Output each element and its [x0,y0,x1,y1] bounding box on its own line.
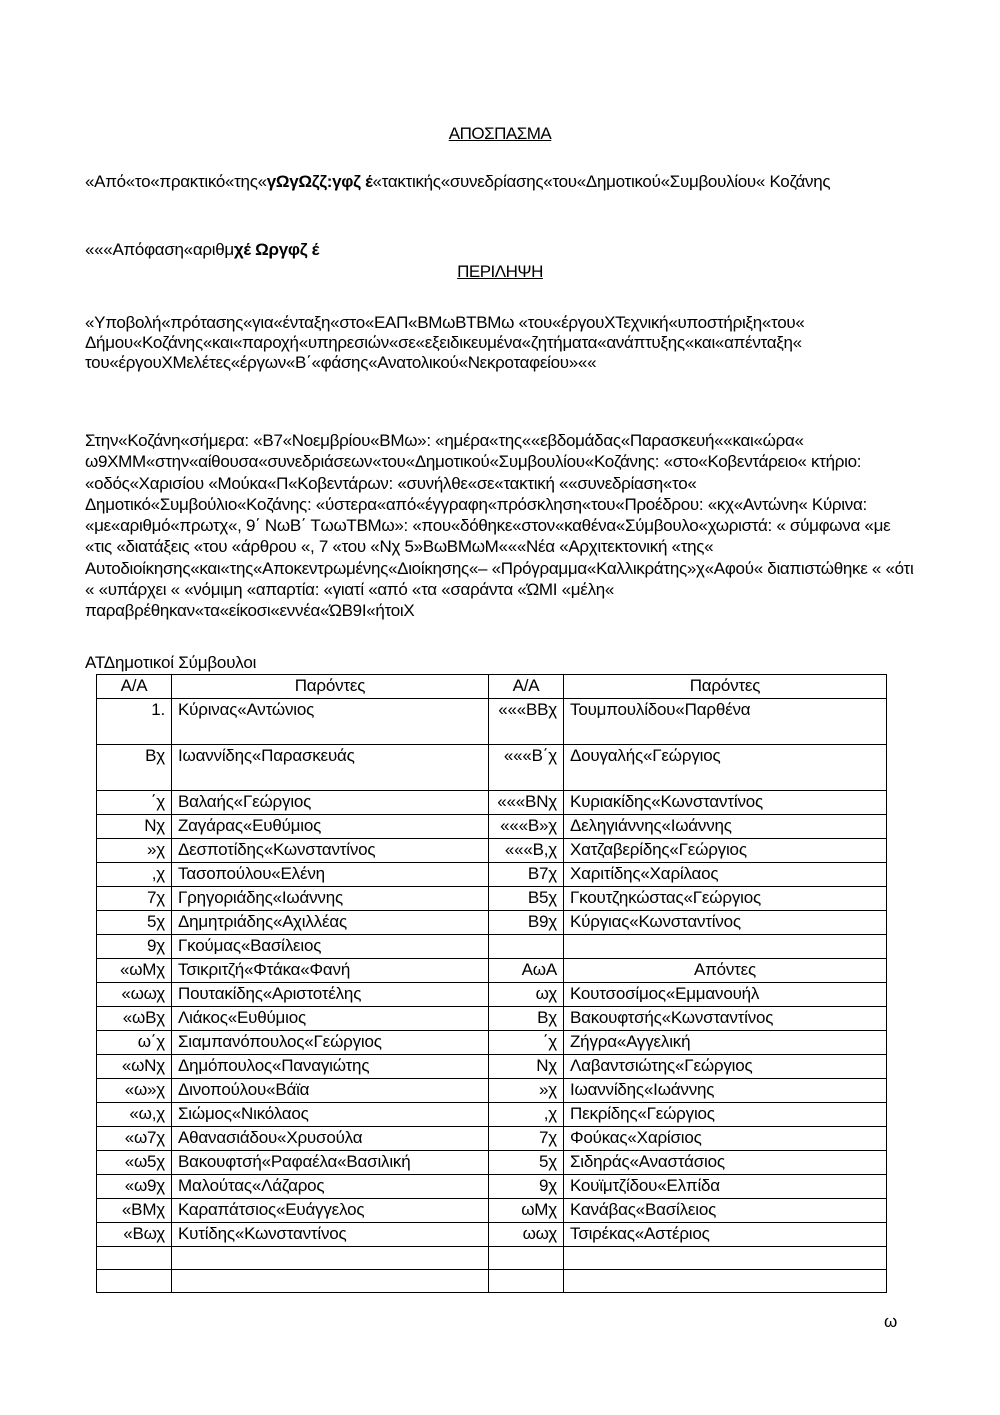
row-number-right: Νχ [489,1055,564,1079]
table-row [97,791,887,815]
name-right: Βακουφτσής«Κωνσταντίνος [564,1007,887,1031]
table-row [97,1007,887,1031]
name-right: Τσιρέκας«Αστέριος [564,1223,887,1247]
row-number-right: 9χ [489,1175,564,1199]
row-number-right: «««ΒΒχ [489,699,564,745]
row-number-left: «ω7χ [97,1127,172,1151]
session-number: γΩγΩζζ:γφζ έ [266,172,373,191]
row-number-right: ΄χ [489,1031,564,1055]
table-row [97,1055,887,1079]
decision-prefix: «««Απόφαση«αριθμ [85,240,234,259]
name-right: Ζήγρα«Αγγελική [564,1031,887,1055]
table-header-row [97,675,887,699]
name-right: Κουτσοσίμος«Εμμανουήλ [564,983,887,1007]
table-row [97,815,887,839]
row-number-right: Β9χ [489,911,564,935]
row-number-left: «ω»χ [97,1079,172,1103]
row-number-right: Βχ [489,1007,564,1031]
row-number-left: ω΄χ [97,1031,172,1055]
name-right: Φούκας«Χαρίσιος [564,1127,887,1151]
name-right: Χατζαβερίδης«Γεώργιος [564,839,887,863]
row-number-right: ωχ [489,983,564,1007]
present-name-left: Ιωαννίδης«Παρασκευάς [172,745,489,791]
decision-line [85,240,915,260]
present-name-left: Δινοπούλου«Βάϊα [172,1079,489,1103]
row-number-left: ,χ [97,863,172,887]
intro-paragraph [85,172,915,192]
table-row [97,887,887,911]
name-right: Απόντες [564,959,887,983]
row-number-right: «««Β,χ [489,839,564,863]
row-number-right [489,935,564,959]
table-row [97,1175,887,1199]
document-title: ΑΠΟΣΠΑΣΜΑ [448,124,552,143]
attendance-table [96,674,887,1293]
table-row [97,1127,887,1151]
row-number-right: 5χ [489,1151,564,1175]
name-right [564,1247,887,1270]
row-number-left: «ω5χ [97,1151,172,1175]
present-name-left: Λιάκος«Ευθύμιος [172,1007,489,1031]
present-name-left: Βαλαής«Γεώργιος [172,791,489,815]
row-number-right: ΑωΑ [489,959,564,983]
present-name-left: Δεσποτίδης«Κωνσταντίνος [172,839,489,863]
table-row [97,983,887,1007]
table-row [97,1199,887,1223]
name-right: Κουϊμτζίδου«Ελπίδα [564,1175,887,1199]
present-name-left: Πουτακίδης«Αριστοτέλης [172,983,489,1007]
name-right: Κύργιας«Κωνσταντίνος [564,911,887,935]
row-number-left: Βχ [97,745,172,791]
row-number-left: ΄χ [97,791,172,815]
row-number-left: 5χ [97,911,172,935]
present-name-left: Κυτίδης«Κωνσταντίνος [172,1223,489,1247]
row-number-left: Νχ [97,815,172,839]
name-right: Πεκρίδης«Γεώργιος [564,1103,887,1127]
row-number-left [97,1247,172,1270]
intro-prefix: «Από«το«πρακτικό«της« [85,172,267,191]
name-right: Κυριακίδης«Κωνσταντίνος [564,791,887,815]
present-name-left: Σιαμπανόπουλος«Γεώργιος [172,1031,489,1055]
section-title: ΠΕΡΙΛΗΨΗ [457,262,543,281]
table-row [97,1151,887,1175]
header-present: Παρόντες [172,675,489,699]
row-number-left: «ωΜχ [97,959,172,983]
name-right: Σιδηράς«Αναστάσιος [564,1151,887,1175]
name-right: Χαριτίδης«Χαρίλαος [564,863,887,887]
row-number-right [489,1270,564,1293]
row-number-left: 7χ [97,887,172,911]
name-right: Λαβαντσιώτης«Γεώργιος [564,1055,887,1079]
header-present-right: Παρόντες [564,675,887,699]
row-number-left: «ωΝχ [97,1055,172,1079]
present-name-left: Καραπάτσιος«Ευάγγελος [172,1199,489,1223]
table-row [97,959,887,983]
name-right: Δεληγιάννης«Ιωάννης [564,815,887,839]
present-name-left: Τσικριτζή«Φτάκα«Φανή [172,959,489,983]
table-row [97,699,887,745]
present-name-left: Δημητριάδης«Αχιλλέας [172,911,489,935]
row-number-left: »χ [97,839,172,863]
row-number-right: Β5χ [489,887,564,911]
name-right: Ιωαννίδης«Ιωάννης [564,1079,887,1103]
table-row [97,839,887,863]
row-number-right: «««ΒΝχ [489,791,564,815]
row-number-right [489,1247,564,1270]
body-paragraph: Στην«Κοζάνη«σήμερα: «Β7«Νοεμβρίου«ΒΜω»: «ημέρα«της««εβδομάδας«Παρασκευή««και«ώρα« ω9ΧΜΜ«στην«αίθουσα«συνεδριάσεων«του«Δημοτικού«Συμβουλίου«Κοζάνης: «στο«Κοβεντάρειο« κτήριο: «οδός«Χαρισίου «Μούκα«Π«Κοβεντάρων: «συνήλθε«σε«τακτική ««συνεδρίαση«το« Δημοτικό«Συμβούλιο«Κοζάνης: «ύστερα«από«έγγραφη«πρόσκληση«του«Προέδρου: «κχ«Αντώνη« Κύρινα: «με«αριθμό«πρωτχ«, 9΄ ΝωΒ΄ ΤωωΤΒΜω»: «που«δόθηκε«στον«καθένα«Σύμβουλο«χωριστά: « σύμφωνα «με «τις «διατάξεις «του «άρθρου «, 7 «του «Νχ 5»ΒωΒΜωΜ«««Νέα «Αρχιτεκτονική «της« Αυτοδιοίκησης«και«της«Αποκεντρωμένης«Διοίκησης«– «Πρόγραμμα«Καλλικράτης»χ«Αφού« διαπιστώθηκε « «ότι « «υπάρχει « «νόμιμη «απαρτία: «γιατί «από «τα «σαράντα «ΏΜΙ «μέλη« παραβρέθηκαν«τα«είκοσι«εννέα«ΏΒ9Ι«ήτοιΧ [85,431,914,621]
row-number-right: ωωχ [489,1223,564,1247]
row-number-left [97,1270,172,1293]
table-row [97,863,887,887]
present-name-left [172,1247,489,1270]
name-right [564,1270,887,1293]
table-row [97,1079,887,1103]
name-right: Γκουτζηκώστας«Γεώργιος [564,887,887,911]
present-name-left: Γρηγοριάδης«Ιωάννης [172,887,489,911]
row-number-right: ,χ [489,1103,564,1127]
row-number-left: 1. [97,699,172,745]
table-row [97,911,887,935]
name-right: Κανάβας«Βασίλειος [564,1199,887,1223]
row-number-left: «ωωχ [97,983,172,1007]
decision-number: χέ Ωργφζ έ [233,240,320,259]
name-right: Τουμπουλίδου«Παρθένα [564,699,887,745]
present-name-left: Μαλούτας«Λάζαρος [172,1175,489,1199]
row-number-right: «««Β΄χ [489,745,564,791]
present-name-left: Βακουφτσή«Ραφαέλα«Βασιλική [172,1151,489,1175]
table-row [97,745,887,791]
row-number-left: «Βωχ [97,1223,172,1247]
header-aa-right: Α/Α [489,675,564,699]
present-name-left: Σιώμος«Νικόλαος [172,1103,489,1127]
row-number-right: «««Β»χ [489,815,564,839]
row-number-left: «ΒΜχ [97,1199,172,1223]
table-row [97,935,887,959]
name-right: Δουγαλής«Γεώργιος [564,745,887,791]
present-name-left [172,1270,489,1293]
present-name-left: Ζαγάρας«Ευθύμιος [172,815,489,839]
present-name-left: Δημόπουλος«Παναγιώτης [172,1055,489,1079]
row-number-left: «ω,χ [97,1103,172,1127]
row-number-right: ωΜχ [489,1199,564,1223]
present-name-left: Γκούμας«Βασίλειος [172,935,489,959]
present-name-left: Κύρινας«Αντώνιος [172,699,489,745]
table-row [97,1103,887,1127]
row-number-right: Β7χ [489,863,564,887]
header-aa-present: Α/Α [97,675,172,699]
present-name-left: Αθανασιάδου«Χρυσούλα [172,1127,489,1151]
councillors-label: ΑΤΔημοτικοί Σύμβουλοι [85,653,257,672]
table-row [97,1247,887,1270]
row-number-left: «ω9χ [97,1175,172,1199]
table-row [97,1223,887,1247]
table-row [97,1270,887,1293]
summary-paragraph: «Υποβολή«πρότασης«για«ένταξη«στο«ΕΑΠ«ΒΜωΒΤΒΜω «του«έργουΧΤεχνική«υποστήριξη«του« Δήμου«Κοζάνης«και«παροχή«υπηρεσιών«σε«εξειδικευμένα«ζητήματα«ανάπτυξης«και«απένταξη« του«έργουΧΜελέτες«έργων«Β΄«φάσης«Ανατολικού«Νεκροταφείου»«« [85,313,805,372]
row-number-left: «ωΒχ [97,1007,172,1031]
row-number-right: 7χ [489,1127,564,1151]
name-right [564,935,887,959]
present-name-left: Τασοπούλου«Ελένη [172,863,489,887]
table-row [97,1031,887,1055]
intro-suffix: «τακτικής«συνεδρίασης«του«Δημοτικού«Συμβουλίου« Κοζάνης [372,172,831,191]
row-number-left: 9χ [97,935,172,959]
row-number-right: »χ [489,1079,564,1103]
page-number: ω [884,1312,898,1331]
